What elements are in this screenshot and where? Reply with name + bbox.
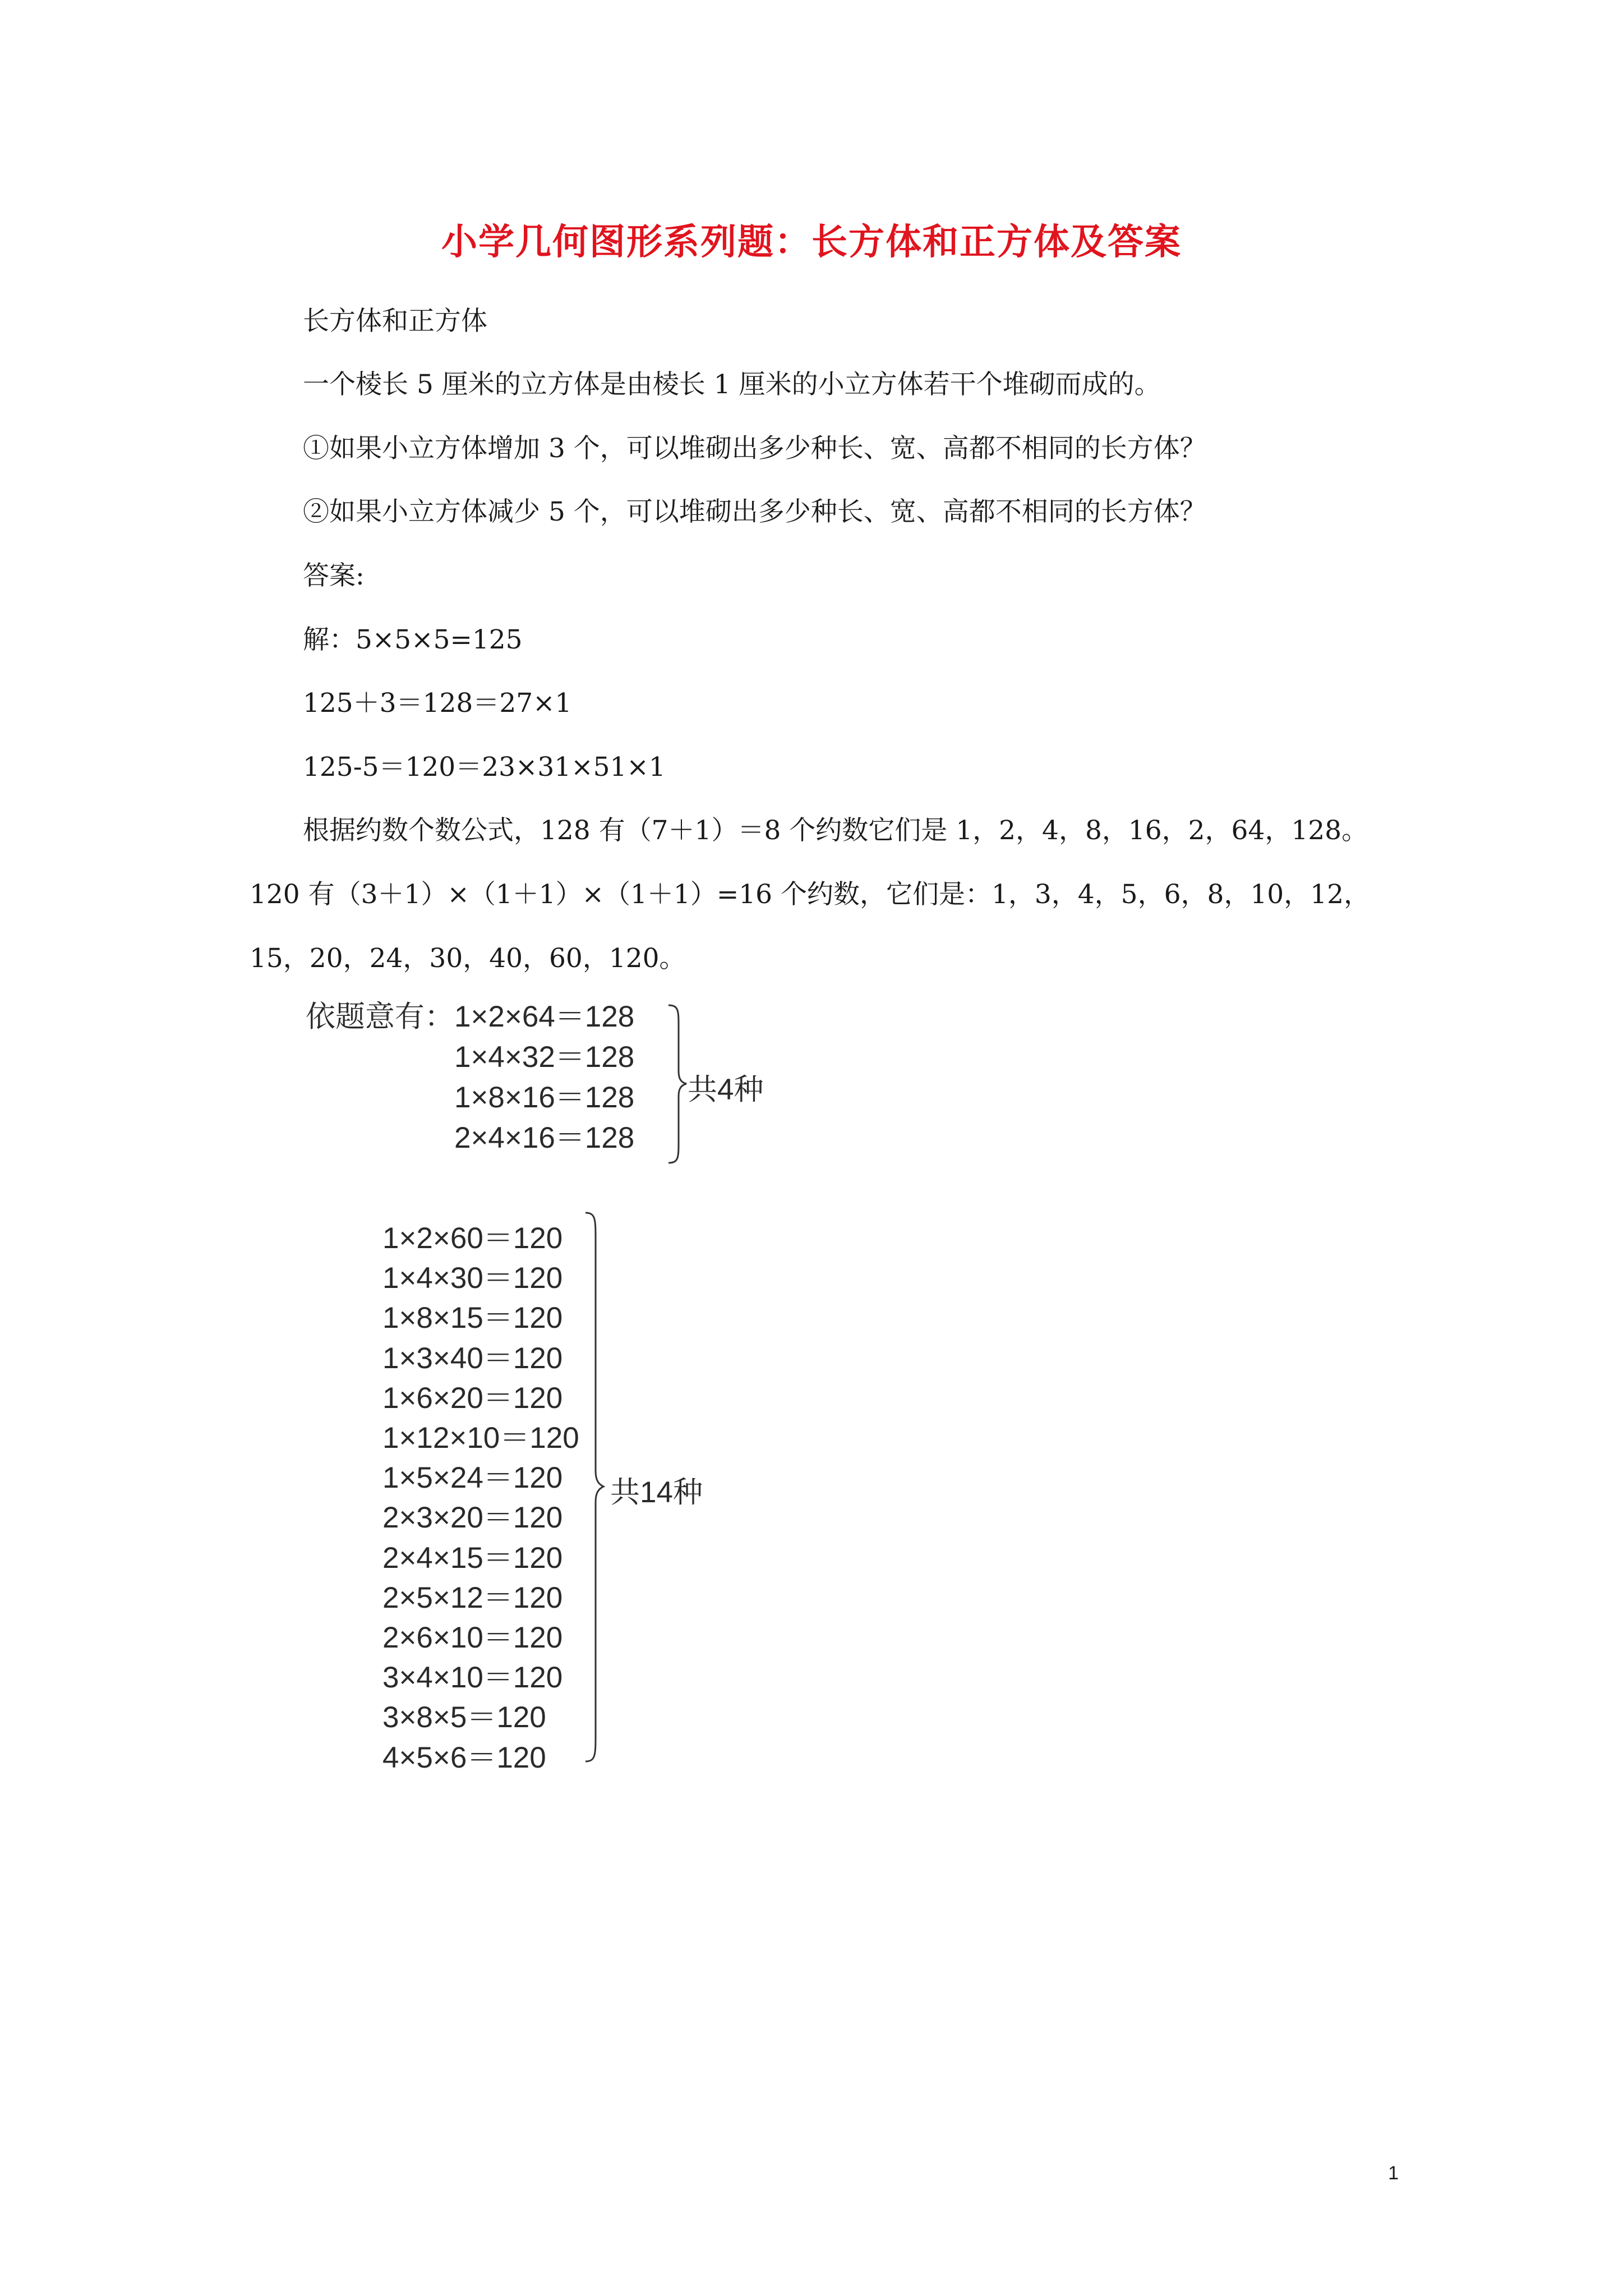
answer-label: 答案: [303, 560, 365, 591]
solution-line-3: 125-5＝120＝23×31×51×1 [303, 752, 666, 783]
solution-line-1: 解：5×5×5=125 [303, 624, 523, 655]
divisor-paragraph-1: 根据约数个数公式，128 有（7＋1）＝8 个约数它们是 1，2，4，8，16，2，64，128。 [303, 815, 1368, 846]
group-a-equation: 2×4×16＝128 [454, 1121, 635, 1154]
group-a-equation: 1×4×32＝128 [454, 1041, 635, 1074]
page-number: 1 [1388, 2162, 1399, 2184]
group-a-lead: 依题意有： [306, 1000, 454, 1033]
group-b-equation: 1×2×60＝120 [382, 1222, 563, 1255]
group-b-equation: 2×3×20＝120 [382, 1501, 563, 1535]
group-b-equation: 1×3×40＝120 [382, 1341, 563, 1375]
document-title: 小学几何图形系列题：长方体和正方体及答案 [441, 221, 1182, 263]
group-b-equation: 1×4×30＝120 [382, 1262, 563, 1295]
group-b-equation: 2×5×12＝120 [382, 1581, 563, 1614]
right-brace-icon [583, 1212, 606, 1763]
divisor-paragraph-2: 120 有（3＋1）×（1＋1）×（1＋1）=16 个约数，它们是：1，3，4，5，6，8，10，12， [250, 879, 1370, 910]
question-1: ①如果小立方体增加 3 个，可以堆砌出多少种长、宽、高都不相同的长方体？ [303, 433, 1206, 464]
group-b-total: 共14种 [610, 1476, 703, 1509]
divisor-paragraph-3: 15，20，24，30，40，60，120。 [250, 943, 686, 974]
group-b-equation: 3×4×10＝120 [382, 1661, 563, 1695]
right-brace-icon [666, 1004, 689, 1164]
section-heading: 长方体和正方体 [303, 306, 487, 337]
group-a-equation: 1×2×64＝128 [454, 1000, 635, 1033]
group-a-total: 共4种 [688, 1073, 764, 1106]
group-b-equation: 3×8×5＝120 [382, 1701, 546, 1734]
solution-line-2: 125＋3＝128＝27×1 [303, 688, 572, 719]
group-b-equation: 1×5×24＝120 [382, 1461, 563, 1495]
question-2: ②如果小立方体减少 5 个，可以堆砌出多少种长、宽、高都不相同的长方体？ [303, 496, 1206, 527]
group-b-equation: 1×12×10＝120 [382, 1421, 579, 1455]
group-b-equation: 2×6×10＝120 [382, 1621, 563, 1654]
group-b-equation: 1×8×15＝120 [382, 1301, 563, 1335]
group-b-equation: 1×6×20＝120 [382, 1381, 563, 1415]
group-a-equation: 1×8×16＝128 [454, 1081, 635, 1114]
problem-statement: 一个棱长 5 厘米的立方体是由棱长 1 厘米的小立方体若干个堆砌而成的。 [303, 369, 1161, 400]
group-b-equation: 2×4×15＝120 [382, 1541, 563, 1575]
group-b-equation: 4×5×6＝120 [382, 1741, 546, 1774]
